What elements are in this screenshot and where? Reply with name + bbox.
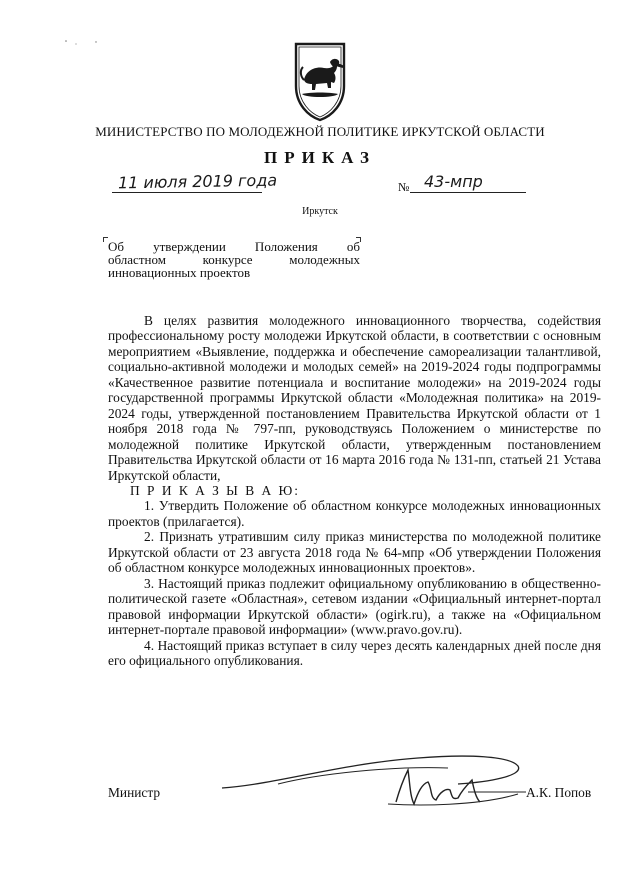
ministry-name: МИНИСТЕРСТВО ПО МОЛОДЕЖНОЙ ПОЛИТИКЕ ИРКУТСКОЙ ОБЛАСТИ: [95, 124, 545, 139]
order-subject: [108, 240, 360, 279]
signatory-role: Министр: [108, 785, 161, 800]
order-item: 2. Признать утратившим силу приказ министерства по молодежной политике Иркутской области от 23 августа 2018 года № 64-мпр «Об утверждении Положения об областном конкурсе молодежных инновационных проектов».: [108, 529, 601, 576]
preamble-paragraph: В целях развития молодежного инновационного творчества, содействия профессиональному росту молодежи Иркутской области, в соответствии с основным мероприятием «Выявление, поддержка и обеспечение самореализации талантливой, социально-активной молодежи и молодых семей» на 2019-2024 годы подпрограммы «Качественное развитие потенциала и воспитание молодежи» на 2019-2024 годы государственной программы Иркутской области «Молодежная политика» на 2019-2024 годы, утвержденной постановлением Правительства Иркутской области от 1 ноября 2018 года № 797-пп, руководствуясь Положением о министерстве по молодежной политике Иркутской области, утвержденным постановлением Правительства Иркутской области от 16 марта 2016 года № 131-пп, статьей 21 Устава Иркутской области,: [108, 313, 601, 483]
number-underline: [410, 192, 526, 193]
order-item: 1. Утвердить Положение об областном конкурсе молодежных инновационных проектов (прилагается).: [108, 498, 601, 529]
subject-line: Об утверждении Положения об: [108, 239, 360, 254]
order-item: 3. Настоящий приказ подлежит официальному опубликованию в общественно-политической газете «Областная», сетевом издании «Официальный интернет-портал правовой информации Иркутской области» (ogirk.ru), а также на «Официальном интернет-портале правовой информации» (www.pravo.gov.ru).: [108, 575, 601, 638]
doc-type-title: ПРИКАЗ: [264, 148, 376, 167]
city-name: Иркутск: [302, 206, 338, 217]
order-body: [108, 313, 601, 668]
subject-line: инновационных проектов: [108, 265, 251, 280]
number-sign: №: [398, 180, 410, 194]
coat-of-arms-icon: [290, 40, 350, 124]
scan-speck-icon: [62, 38, 102, 48]
order-item: 4. Настоящий приказ вступает в силу через десять календарных дней после дня его официального опубликования.: [108, 637, 601, 668]
date-underline: [112, 192, 262, 193]
subject-line: областном конкурсе молодежных: [108, 252, 360, 267]
order-number: 43-мпр: [424, 172, 483, 191]
signatory-name: А.К. Попов: [526, 785, 592, 800]
order-word: П Р И К А З Ы В А Ю:: [130, 482, 300, 498]
signature-icon: [218, 744, 526, 814]
order-date: 11 июля 2019 года: [117, 170, 278, 193]
